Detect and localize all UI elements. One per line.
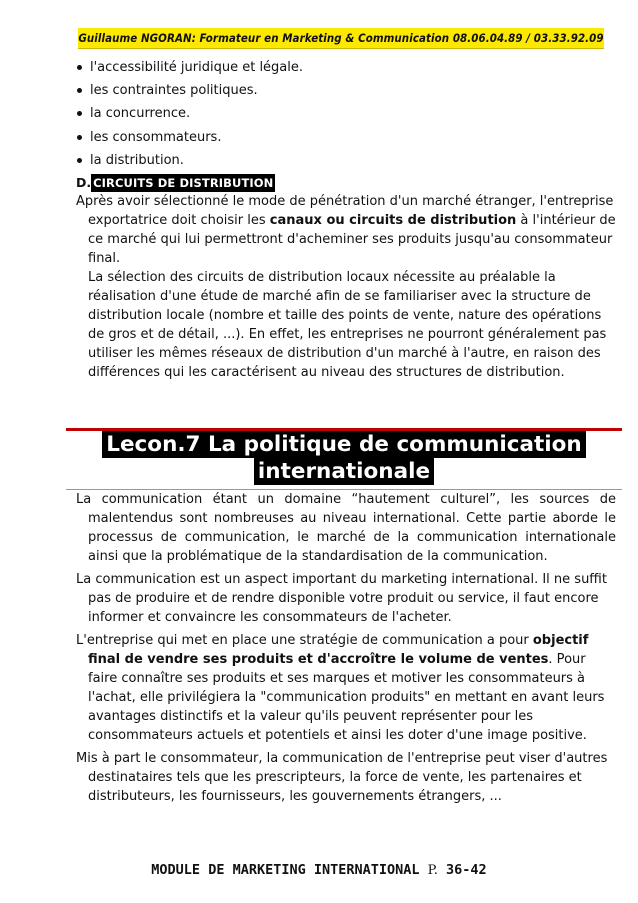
para-text: à l'intérieur de ce marché qui lui permettront d'acheminer ses produits jusqu'au consommateur final. xyxy=(88,213,616,267)
upper-content xyxy=(76,56,620,382)
paragraph-distribution-channels xyxy=(76,192,620,268)
paragraph-other-targets: Mis à part le consommateur, la communication de l'entreprise peut viser d'autres destinataires tels que les prescripteurs, la force de vente, les partenaires et distributeurs, les fournisseurs, les gouvernements étrangers, ... xyxy=(76,751,608,804)
para-text: Après avoir sélectionné le mode de pénétration d'un marché étranger, l'entreprise exportatrice doit choisir les xyxy=(76,194,614,229)
para-bold-text: objectif final de vendre ses produits et d'accroître le volume de ventes xyxy=(88,633,589,667)
page-header xyxy=(78,28,604,49)
header-text: Guillaume NGORAN: Formateur en Marketing & Communication 08.06.04.89 / 03.33.92.09 xyxy=(78,31,604,45)
para-bold-text: canaux ou circuits de distribution xyxy=(269,213,517,229)
list-item: la distribution. xyxy=(76,149,620,172)
section-letter: D. xyxy=(76,175,92,191)
footer-title: MODULE DE MARKETING INTERNATIONAL xyxy=(151,862,420,878)
paragraph-important-aspect: La communication est un aspect important du marketing international. Il ne suffit pas de produire et de rendre disponible votre produit ou service, il faut encore informer et convaincre les consommateurs de l'acheter. xyxy=(76,572,607,625)
lesson-title-line-1: Lecon.7 La politique de communication xyxy=(102,431,585,458)
page-footer xyxy=(0,862,638,878)
section-heading-d xyxy=(76,174,620,192)
list-item: les contraintes politiques. xyxy=(76,79,620,102)
paragraph-cultural-domain: La communication étant un domaine “hautement culturel”, les sources de malentendus sont nombreuses au niveau international. Cette partie aborde le processus de communication, le marché de la communication internationale ainsi que la problématique de la standardisation de la communication. xyxy=(76,492,616,564)
footer-page-number: 36-42 xyxy=(446,862,487,878)
paragraph-local-circuits: La sélection des circuits de distribution locaux nécessite au préalable la réalisation d'une étude de marché afin de se familiariser avec la structure de distribution locale (nombre et taille des points de vente, nature des opérations de gros et de détail, ...). En effet, les entreprises ne pourront généralement pas utiliser les mêmes réseaux de distribution d'un marché à l'autre, en raison des différences qui les caractérisent au niveau des structures de distribution. xyxy=(88,270,607,381)
lesson-banner xyxy=(66,428,622,490)
lower-content xyxy=(76,490,616,810)
list-item: la concurrence. xyxy=(76,102,620,125)
footer-page-prefix: P. xyxy=(427,863,438,878)
bullet-list xyxy=(76,56,620,172)
lesson-title-line-2: internationale xyxy=(254,458,434,485)
section-title: CIRCUITS DE DISTRIBUTION xyxy=(93,176,274,191)
paragraph-strategy xyxy=(76,631,616,745)
para-text: . Pour faire connaître ses produits et ses marques et motiver les consommateurs à l'achat, elle privilégiera la "communication produits" en mettant en avant leurs avantages distinctifs et la valeur qu'ils peuvent représenter pour les consommateurs actuels et potentiels et ainsi les doter d'une image positive. xyxy=(88,652,605,743)
para-text: L'entreprise qui met en place une stratégie de communication a pour xyxy=(76,633,533,648)
list-item: l'accessibilité juridique et légale. xyxy=(76,56,620,79)
list-item: les consommateurs. xyxy=(76,126,620,149)
